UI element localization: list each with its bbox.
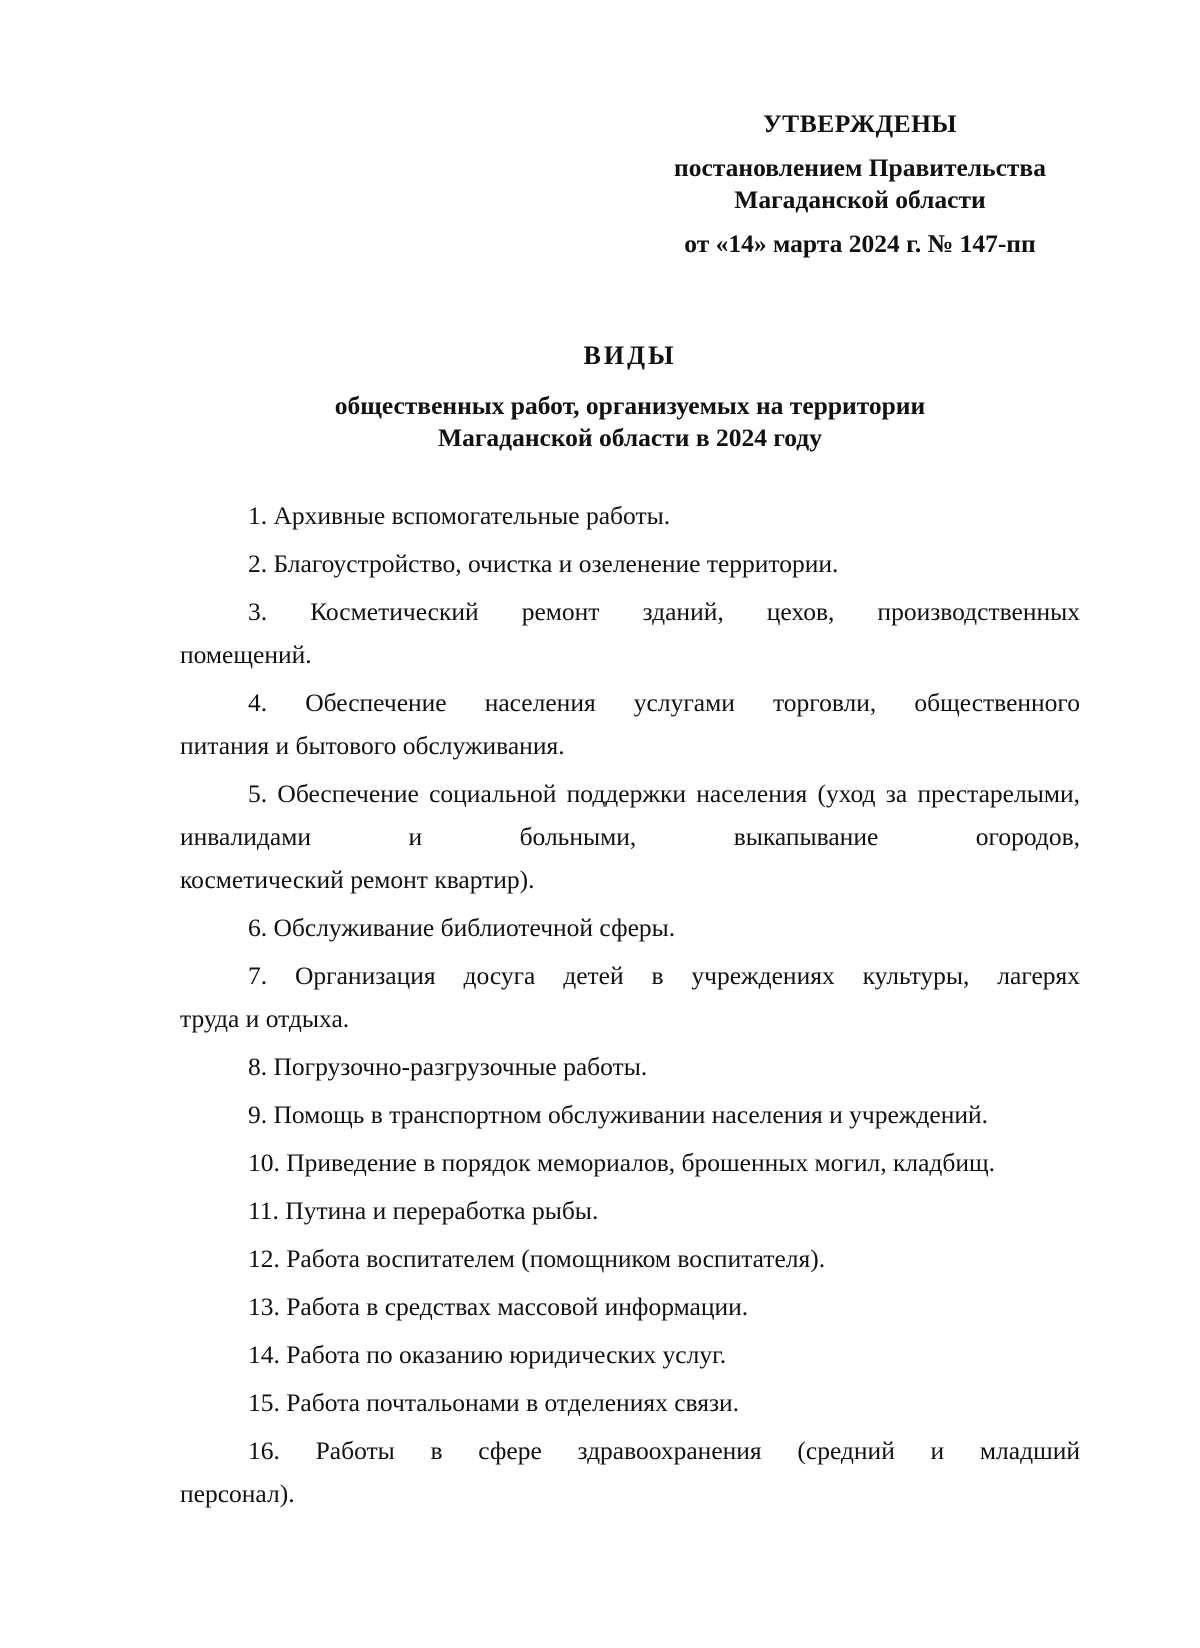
approval-authority-line2: Магаданской области [734,185,986,214]
list-item [180,1141,1080,1184]
document-title: ВИДЫ [583,341,677,370]
list-item [180,906,1080,949]
list-item [180,1381,1080,1424]
list-item [180,954,1080,1040]
list-item-text: 7. Организация досуга детей в учреждениях культуры, лагерях [248,961,1080,990]
list-item-continuation: помещений. [180,640,312,669]
list-item-text: 9. Помощь в транспортном обслуживании населения и учреждений. [248,1100,989,1129]
list-item [180,1189,1080,1232]
list-item [180,494,1080,537]
list-item-text: 6. Обслуживание библиотечной сферы. [248,913,676,942]
list-item-text: 14. Работа по оказанию юридических услуг. [248,1340,727,1369]
list-item [180,542,1080,585]
list-item-text: 3. Косметический ремонт зданий, цехов, производственных [248,597,1080,626]
list-item [180,1093,1080,1136]
list-item-text: 16. Работы в сфере здравоохранения (средний и младший [248,1436,1080,1465]
list-item [180,1333,1080,1376]
list-item-continuation: питания и бытового обслуживания. [180,731,565,760]
list-item [180,1285,1080,1328]
approved-label: УТВЕРЖДЕНЫ [762,109,958,138]
list-item-continuation: труда и отдыха. [180,1004,350,1033]
list-item [180,681,1080,767]
list-item-text: 10. Приведение в порядок мемориалов, брошенных могил, кладбищ. [248,1148,996,1177]
list-item-text: 13. Работа в средствах массовой информации. [248,1292,749,1321]
list-item-text: 11. Путина и переработка рыбы. [248,1196,599,1225]
list-item-text: 2. Благоустройство, очистка и озеленение территории. [248,549,839,578]
list-item-text: 12. Работа воспитателем (помощником воспитателя). [248,1244,826,1273]
list-item [180,590,1080,676]
document-subtitle-line1: общественных работ, организуемых на территории [334,391,926,420]
work-types-list [180,494,1080,1520]
list-item-text: 5. Обеспечение социальной поддержки населения (уход за престарелыми, инвалидами и больными, выкапывание огородов, [180,779,1080,851]
list-item-continuation: персонал). [180,1479,295,1508]
document-heading [180,340,1080,454]
list-item-text: 15. Работа почтальонами в отделениях связи. [248,1388,740,1417]
list-item [180,772,1080,901]
approval-authority-line1: постановлением Правительства [674,153,1046,182]
list-item-text: 4. Обеспечение населения услугами торговли, общественного [248,688,1080,717]
document-subtitle-line2: Магаданской области в 2024 году [438,423,822,452]
approval-date-number: от «14» марта 2024 г. № 147-пп [684,229,1036,258]
list-item [180,1045,1080,1088]
list-item-text: 1. Архивные вспомогательные работы. [248,501,671,530]
list-item-text: 8. Погрузочно-разгрузочные работы. [248,1052,648,1081]
list-item-continuation: косметический ремонт квартир). [180,865,535,894]
list-item [180,1429,1080,1515]
list-item [180,1237,1080,1280]
approval-stamp [640,108,1080,260]
